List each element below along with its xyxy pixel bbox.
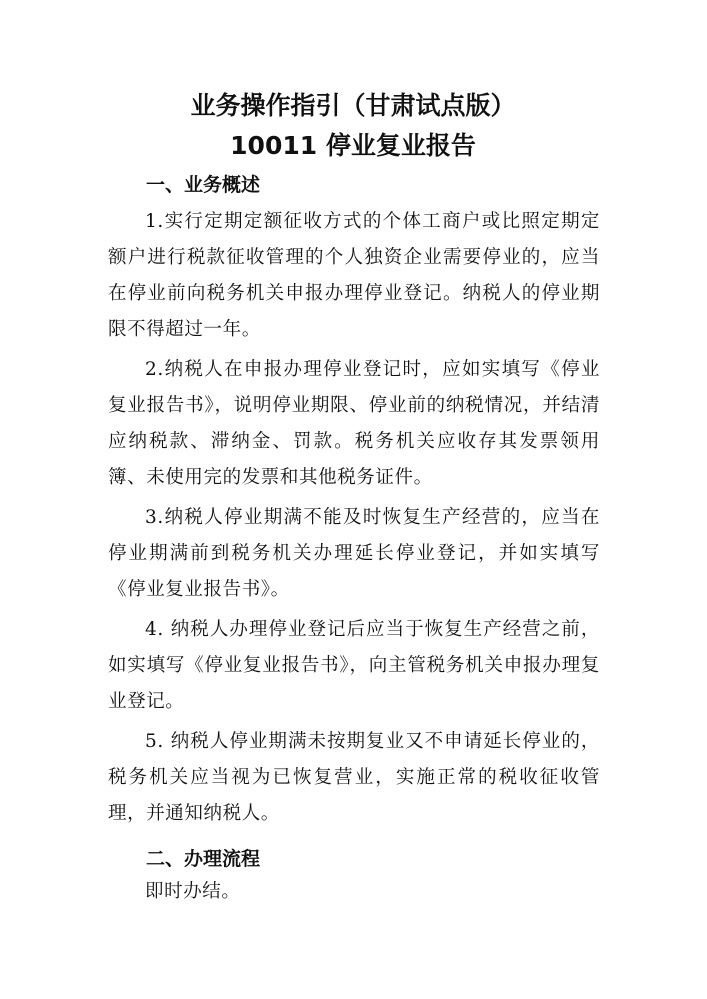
section-heading-overview: 一、业务概述: [146, 174, 261, 196]
document-title: 业务操作指引（甘肃试点版）: [190, 91, 516, 120]
paragraph: 1.实行定期定额征收方式的个体工商户或比照定期定额户进行税款征收管理的个人独资企业需要停业的，应当在停业前向税务机关申报办理停业登记。纳税人的停业期限不得超过一年。: [108, 211, 600, 340]
paragraph: 2.纳税人在申报办理停业登记时，应如实填写《停业复业报告书》，说明停业期限、停业前的纳税情况，并结清应纳税款、滞纳金、罚款。税务机关应收存其发票领用簿、未使用完的发票和其他税务证件。: [108, 359, 600, 488]
section-heading-process: 二、办理流程: [146, 848, 261, 870]
paragraph: 5. 纳税人停业期满未按期复业又不申请延长停业的，税务机关应当视为已恢复营业，实施正常的税收征收管理，并通知纳税人。: [108, 731, 600, 824]
paragraph: 4. 纳税人办理停业登记后应当于恢复生产经营之前，如实填写《停业复业报告书》，向主管税务机关申报办理复业登记。: [108, 619, 600, 712]
paragraph: 3.纳税人停业期满不能及时恢复生产经营的，应当在停业期满前到税务机关办理延长停业登记，并如实填写《停业复业报告书》。: [108, 507, 600, 600]
document-subtitle: 10011 停业复业报告: [230, 131, 476, 160]
paragraph: 即时办结。: [145, 881, 241, 902]
